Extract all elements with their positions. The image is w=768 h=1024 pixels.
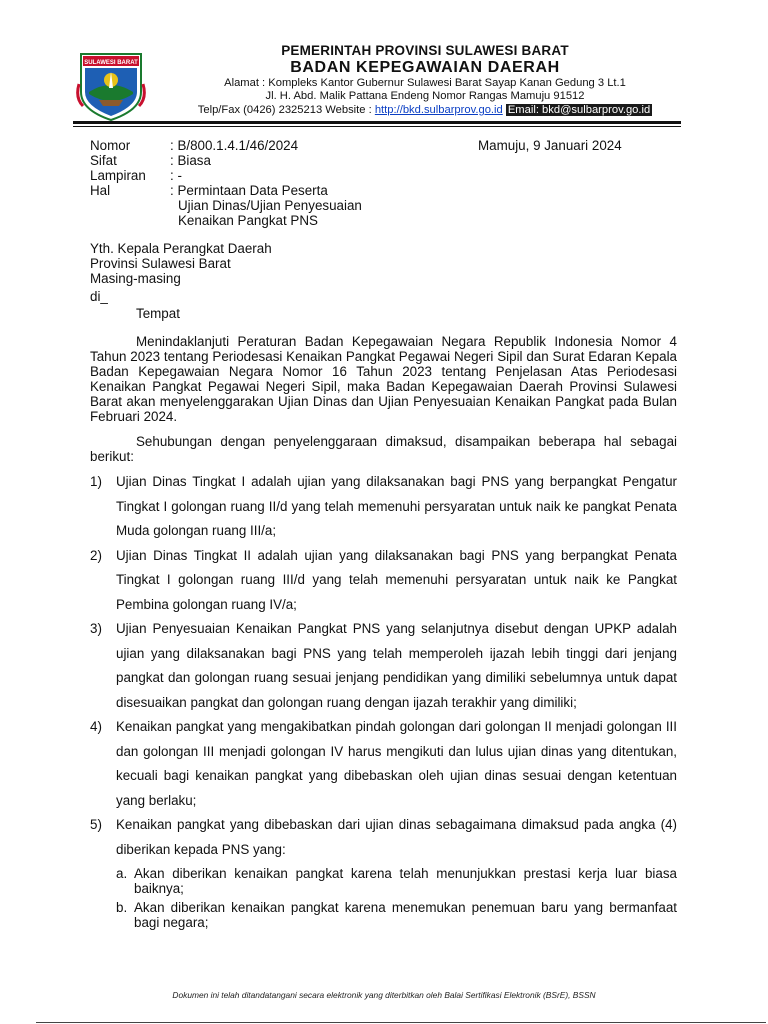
agency-name: BADAN KEPEGAWAIAN DAERAH [290, 59, 560, 76]
website-link[interactable]: http://bkd.sulbarprov.go.id [374, 104, 503, 116]
footer-rule [36, 1022, 766, 1023]
addressee-line-1: Yth. Kepala Perangkat Daerah [90, 241, 272, 256]
letter-meta [90, 138, 420, 228]
address-line-2: Jl. H. Abd. Malik Pattana Endeng Nomor Rangas Mamuju 91512 [265, 90, 585, 102]
list-item-number: 2) [90, 547, 102, 563]
province-emblem-icon [75, 48, 147, 122]
list-item-number: 1) [90, 474, 102, 489]
provisions-list [90, 470, 677, 930]
body-paragraph-1: Menindaklanjuti Peraturan Badan Kepegawaian Negara Republik Indonesia Nomor 4 Tahun 2023 tentang Periodesasi Kenaikan Pangkat Pegawai Negeri Sipil dan Surat Edaran Kepala Badan Kepegawaian Negara Nomor 16 Tahun 2023 tentang Penjelasan Atas Periodesasi Kenaikan Pangkat Pegawai Negeri Sipil, maka Badan Kepegawaian Daerah Provinsi Sulawesi Barat akan menyelenggarakan Ujian Dinas dan Ujian Penyesuaian Kenaikan Pangkat pada Bulan Februari 2024. [90, 334, 677, 424]
letterhead [160, 43, 690, 117]
list-item [90, 544, 677, 618]
sub-list-item [116, 866, 677, 896]
letterhead-divider-thin [73, 126, 681, 127]
letterhead-divider [73, 121, 681, 124]
telfax-text: Telp/Fax (0426) 2325213 Website : [197, 104, 375, 116]
address-line-1: Alamat : Kompleks Kantor Gubernur Sulawesi Barat Sayap Kanan Gedung 3 Lt.1 [224, 77, 626, 89]
lampiran-value: : - [170, 168, 182, 183]
list-item-number: 4) [90, 719, 102, 734]
lampiran-label: Lampiran [90, 168, 146, 183]
sub-list [90, 866, 677, 930]
sifat-label: Sifat [90, 153, 117, 168]
hal-line-1: : Permintaan Data Peserta [170, 183, 328, 198]
hal-label: Hal [90, 183, 111, 198]
contact-line [160, 103, 690, 117]
hal-line-3: Kenaikan Pangkat PNS [178, 213, 318, 228]
list-item-number: 3) [90, 621, 102, 636]
list-item [90, 470, 677, 544]
emblem-caption: SULAWESI BARAT [84, 60, 138, 66]
letter-body [90, 334, 677, 464]
sub-item-text: Akan diberikan kenaikan pangkat karena menemukan penemuan baru yang bermanfaat bagi negara; [134, 900, 677, 930]
list-item-text: Kenaikan pangkat yang mengakibatkan pindah golongan dari golongan II menjadi golongan III dan golongan III menjadi golongan IV harus mengikuti dan lulus ujian dinas yang ditentukan, kecuali bagi kenaikan pangkat yang dibebaskan oleh ujian dinas sesuai dengan ketentuan yang berlaku; [116, 719, 677, 808]
addressee [90, 241, 272, 321]
addressee-line-4: di_ [90, 289, 108, 304]
sub-item-letter: a. [116, 866, 128, 881]
nomor-value: : B/800.1.4.1/46/2024 [170, 138, 299, 153]
sifat-value: : Biasa [170, 153, 211, 168]
e-signature-footer: Dokumen ini telah ditandatangani secara elektronik yang diterbitkan oleh Balai Sertifikasi Elektronik (BSrE), BSSN [172, 990, 596, 1000]
list-item-text: Ujian Dinas Tingkat II adalah ujian yang dilaksanakan bagi PNS yang berpangkat Penata Tingkat I golongan ruang III/d yang telah memenuhi persyaratan untuk naik ke Pangkat Pembina golongan ruang IV/a; [116, 547, 677, 612]
body-paragraph-2: Sehubungan dengan penyelenggaraan dimaksud, disampaikan beberapa hal sebagai berikut: [90, 434, 677, 464]
sub-list-item [116, 900, 677, 930]
list-item-text: Ujian Dinas Tingkat I adalah ujian yang dilaksanakan bagi PNS yang berpangkat Pengatur Tingkat I golongan ruang II/d yang telah memenuhi persyaratan untuk naik ke pangkat Penata Muda golongan ruang III/a; [116, 474, 677, 538]
list-item [90, 617, 677, 715]
letter-date: Mamuju, 9 Januari 2024 [478, 138, 622, 153]
list-item-number: 5) [90, 817, 102, 832]
list-item [90, 813, 677, 862]
sub-item-text: Akan diberikan kenaikan pangkat karena telah menunjukkan prestasi kerja luar biasa baiknya; [134, 866, 677, 896]
government-name: PEMERINTAH PROVINSI SULAWESI BARAT [281, 43, 569, 58]
email-link[interactable]: Email: bkd@sulbarprov.go.id [507, 104, 651, 116]
nomor-label: Nomor [90, 138, 131, 153]
sub-item-letter: b. [116, 900, 128, 915]
addressee-line-3: Masing-masing [90, 271, 181, 286]
list-item-text: Kenaikan pangkat yang dibebaskan dari ujian dinas sebagaimana dimaksud pada angka (4) diberikan kepada PNS yang: [116, 817, 677, 857]
addressee-line-2: Provinsi Sulawesi Barat [90, 256, 231, 271]
list-item [90, 715, 677, 813]
addressee-line-5: Tempat [136, 306, 180, 321]
list-item-text: Ujian Penyesuaian Kenaikan Pangkat PNS yang selanjutnya disebut dengan UPKP adalah ujian yang dilaksanakan bagi PNS yang telah memperoleh ijazah lebih tinggi dari jenjang pangkat dan golongan ruang sesuai jenjang pendidikan yang dimiliki sebelumnya untuk dapat disesuaikan pangkat dan golongan ruang dengan ijazah terakhir yang dimiliki; [116, 621, 677, 710]
hal-line-2: Ujian Dinas/Ujian Penyesuaian [178, 198, 362, 213]
